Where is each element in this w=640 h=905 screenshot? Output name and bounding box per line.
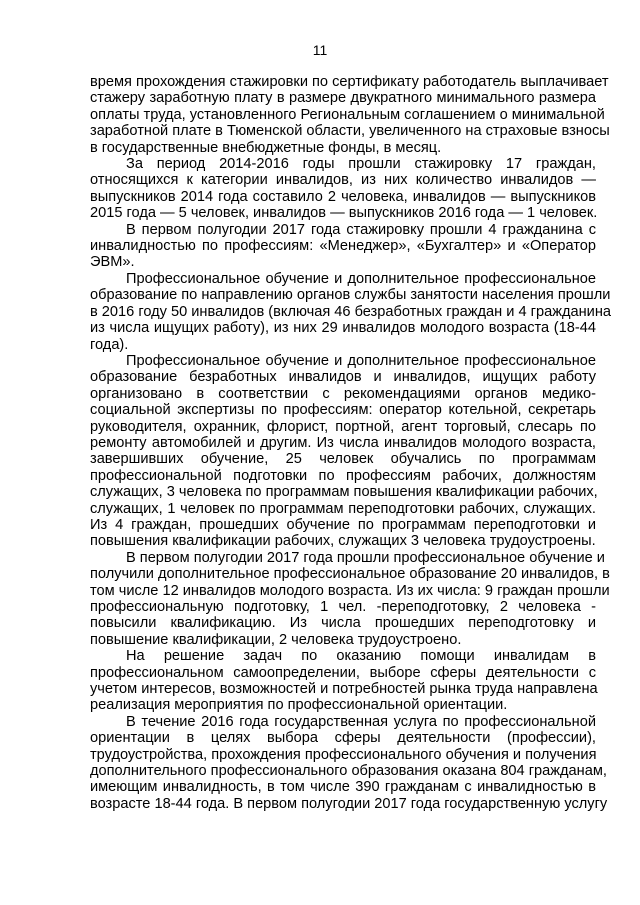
text-line: На решение задач по оказанию помощи инвалидам в bbox=[126, 648, 596, 665]
text-line: стажеру заработную плату в размере двукратного минимального размера bbox=[90, 90, 596, 107]
paragraph bbox=[90, 74, 610, 156]
text-line: года). bbox=[90, 336, 129, 353]
text-line: повышения квалификации рабочих, служащих 3 человека трудоустроены. bbox=[90, 533, 596, 550]
text-line: образование по направлению органов службы занятости населения прошли bbox=[90, 287, 611, 304]
text-line: имеющим инвалидность, в том числе 390 гражданам с инвалидностью в bbox=[90, 779, 596, 796]
text-line: В первом полугодии 2017 года прошли профессиональное обучение и bbox=[126, 549, 605, 566]
text-line: служащих, 1 человек по программам переподготовки рабочих, служащих. bbox=[90, 500, 596, 517]
text-line: из числа ищущих работу), из них 29 инвалидов молодого возраста (18-44 bbox=[90, 320, 596, 337]
text-line: в 2016 году 50 инвалидов (включая 46 безработных граждан и 4 гражданина bbox=[90, 303, 611, 320]
text-line: возрасте 18-44 года. В первом полугодии 2017 года государственную услугу bbox=[90, 795, 608, 812]
text-line: В течение 2016 года государственная услуга по профессиональной bbox=[126, 713, 596, 730]
text-line: Профессиональное обучение и дополнительное профессиональное bbox=[126, 352, 596, 369]
paragraph bbox=[90, 713, 608, 812]
paragraph bbox=[90, 270, 611, 353]
paragraph bbox=[90, 648, 596, 714]
text-line: учетом интересов, возможностей и потребностей рынка труда направлена bbox=[90, 681, 598, 698]
text-line: Из 4 граждан, прошедших обучение по программам переподготовки и bbox=[90, 516, 596, 533]
paragraph bbox=[90, 222, 596, 271]
page-number: 11 bbox=[312, 42, 328, 58]
text-line: ремонту автомобилей и другим. Из числа инвалидов молодого возраста, bbox=[90, 434, 596, 451]
text-line: реализация мероприятия по профессиональной ориентации. bbox=[90, 697, 508, 714]
text-line: выпускников 2014 года составило 2 человека, инвалидов — выпускников bbox=[90, 188, 596, 205]
text-line: профессиональной подготовки по профессиям рабочих, должностям bbox=[90, 467, 596, 484]
text-line: инвалидностью по профессиям: «Менеджер», «Бухгалтер» и «Оператор bbox=[90, 238, 596, 255]
text-line: получили дополнительное профессиональное образование 20 инвалидов, в bbox=[90, 566, 610, 583]
text-line: время прохождения стажировки по сертификату работодатель выплачивает bbox=[90, 74, 609, 90]
text-line: 2015 года — 5 человек, инвалидов — выпускников 2016 года — 1 человек. bbox=[90, 205, 598, 222]
text-line: В первом полугодии 2017 года стажировку прошли 4 гражданина с bbox=[126, 221, 596, 238]
text-line: организовано в соответствии с рекомендациями органов медико- bbox=[90, 385, 596, 402]
paragraph bbox=[90, 549, 610, 648]
text-line: заработной плате в Тюменской области, увеличенного на страховые взносы bbox=[90, 123, 610, 140]
text-line: профессиональную подготовку, 1 чел. -переподготовку, 2 человека - bbox=[90, 599, 596, 615]
text-line: служащих, 3 человека по программам повышения квалификации рабочих, bbox=[90, 484, 598, 501]
text-line: дополнительного профессионального образования оказана 804 гражданам, bbox=[90, 763, 607, 780]
text-line: завершивших обучение, 25 человек обучались по программам bbox=[90, 451, 596, 468]
text-line: Профессиональное обучение и дополнительное профессиональное bbox=[126, 270, 596, 287]
text-line: За период 2014-2016 годы прошли стажировку 17 граждан, bbox=[126, 156, 596, 173]
text-line: том числе 12 инвалидов молодого возраста. Из их числа: 9 граждан прошли bbox=[90, 582, 610, 599]
text-line: трудоустройства, прохождения профессионального обучения и получения bbox=[90, 746, 597, 763]
text-line: относящихся к категории инвалидов, из них количество инвалидов — bbox=[90, 172, 596, 189]
text-line: ЭВМ». bbox=[90, 254, 135, 271]
text-line: повысили квалификацию. Из числа прошедших переподготовку и bbox=[90, 615, 596, 632]
document-body bbox=[90, 74, 611, 812]
paragraph bbox=[90, 156, 596, 222]
paragraph bbox=[90, 353, 596, 550]
text-line: руководителя, охранник, флорист, портной, агент торговый, слесарь по bbox=[90, 418, 596, 435]
text-line: в государственные внебюджетные фонды, в месяц. bbox=[90, 139, 442, 156]
text-line: ориентации в целях выбора сферы деятельности (профессии), bbox=[90, 730, 596, 747]
text-line: профессиональном самоопределении, выборе сферы деятельности с bbox=[90, 664, 596, 681]
text-line: социальной экспертизы по профессиям: оператор котельной, секретарь bbox=[90, 402, 596, 419]
text-line: повышение квалификации, 2 человека трудоустроено. bbox=[90, 631, 462, 648]
text-line: образование безработных инвалидов и инвалидов, ищущих работу bbox=[90, 369, 596, 386]
text-line: оплаты труда, установленного Региональным соглашением о минимальной bbox=[90, 106, 605, 123]
